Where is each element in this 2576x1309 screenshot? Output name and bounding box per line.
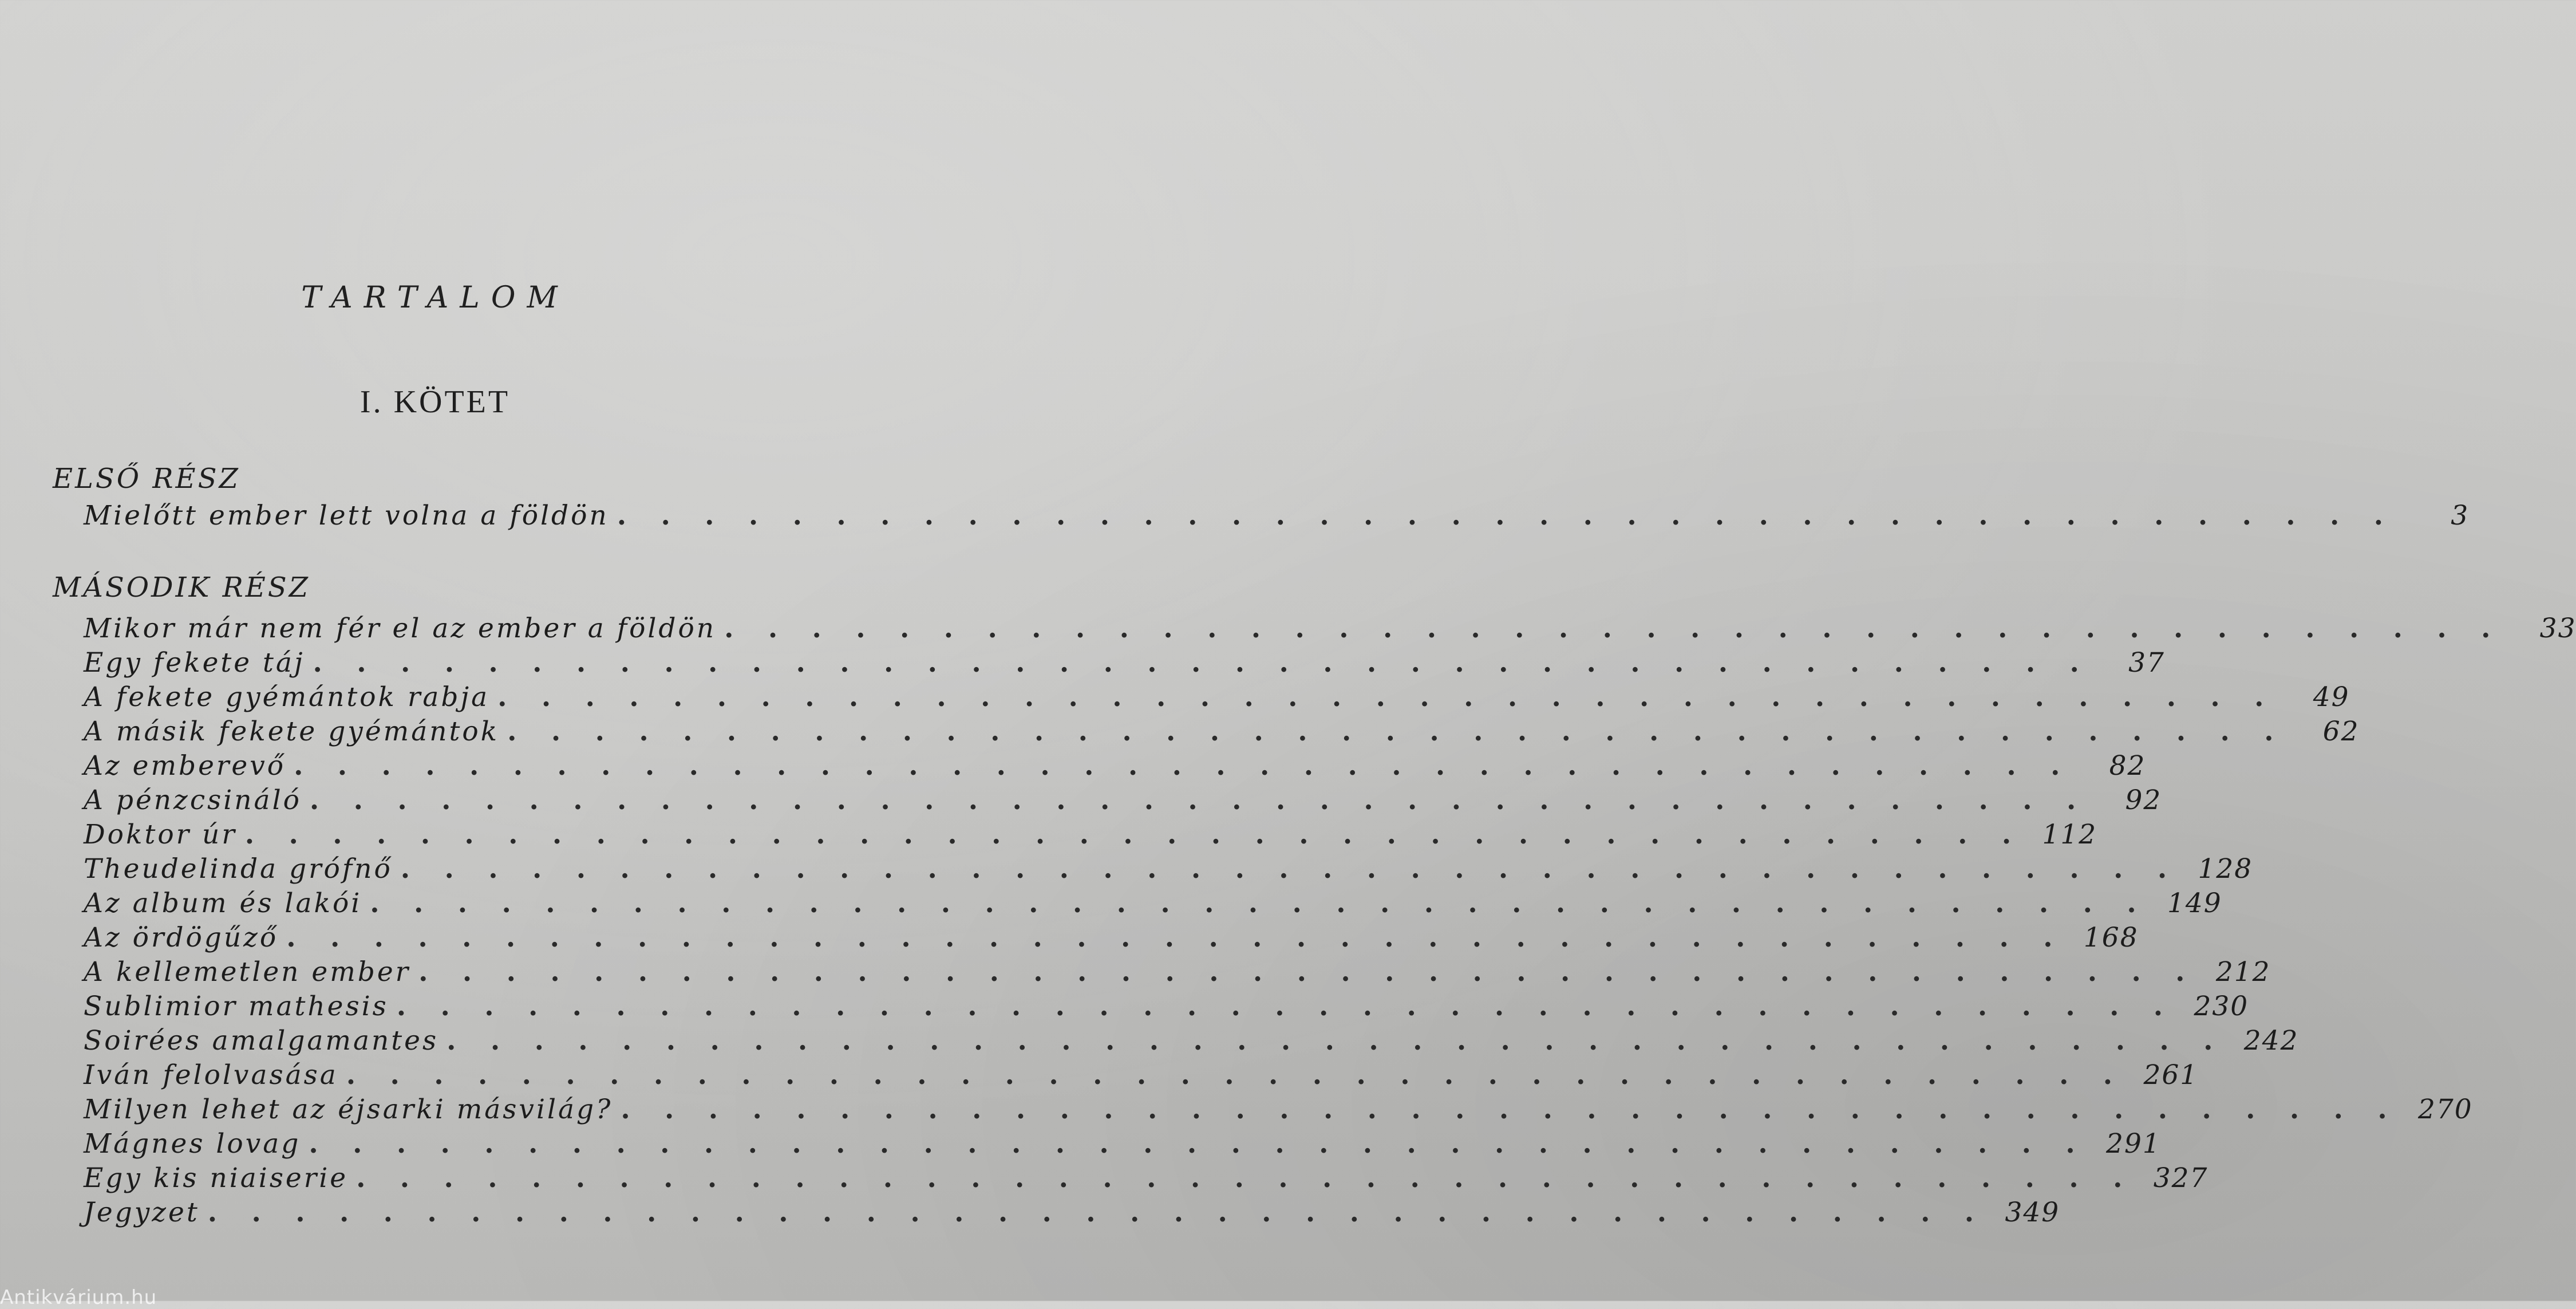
- toc-entry-title: Mikor már nem fér el az ember a földön: [84, 613, 717, 644]
- toc-entry-title: Az album és lakói: [84, 888, 362, 919]
- toc-entry-title: Sublimior mathesis: [84, 991, 389, 1022]
- toc-entry-page: 291: [2106, 1128, 2161, 1160]
- dot-leader: . . . . . . . . . . . . . . . . . . . . . . . . . . . . . . . . . . . . . . . . .: [309, 1128, 2088, 1160]
- toc-entry: [84, 853, 2253, 888]
- toc-entry-page: 327: [2153, 1162, 2208, 1194]
- toc-entry: [84, 681, 2350, 716]
- toc-entry-title: Milyen lehet az éjsarki másvilág?: [84, 1094, 613, 1125]
- toc-entry-title: Iván felolvasása: [84, 1059, 338, 1091]
- toc-entry: [84, 750, 2146, 784]
- toc-entry-title: A másik fekete gyémántok: [84, 716, 500, 747]
- toc-entry: [84, 991, 2249, 1025]
- toc-entry-page: 62: [2322, 716, 2360, 747]
- part-heading-second: MÁSODIK RÉSZ: [53, 571, 311, 604]
- part-heading-first: ELSŐ RÉSZ: [53, 463, 240, 495]
- dot-leader: . . . . . . . . . . . . . . . . . . . . . . . . . . . . . . . . . . . . . . . . .: [447, 1025, 2226, 1056]
- watermark: Antikvárium.hu: [0, 1286, 157, 1309]
- toc-entry-title: Egy fekete táj: [84, 647, 305, 679]
- toc-entry-title: Doktor úr: [84, 819, 237, 850]
- dot-leader: . . . . . . . . . . . . . . . . . . . . . . . . . . . . . . . . . . . . . . . . .: [313, 647, 2092, 679]
- toc-entry: [84, 1059, 2199, 1094]
- toc-entry-title: Mielőtt ember lett volna a földön: [84, 500, 609, 531]
- toc-entry: [84, 500, 2470, 534]
- volume-heading: I. KÖTET: [359, 384, 511, 420]
- dot-leader: . . . . . . . . . . . . . . . . . . . . . . . . . . . . . . . . . . . . . . . . .: [497, 681, 2277, 713]
- dot-leader: . . . . . . . . . . . . . . . . . . . . . . . . . . . . . . . . . . . . . . . . .: [724, 613, 2503, 644]
- dot-leader: . . . . . . . . . . . . . . . . . . . . . . . . . . . . . . . . . . . . . . . . .: [286, 922, 2065, 953]
- dot-leader: . . . . . . . . . . . . . . . . . . . . . . . . . . . . . . . . . . . . . . . . .: [400, 853, 2180, 885]
- toc-entry-page: 149: [2167, 888, 2222, 919]
- dot-leader: . . . . . . . . . . . . . . . . . . . . . . . . . . . . . . . . . . . . . . . . .: [244, 819, 2024, 850]
- toc-entry: [84, 1128, 2161, 1162]
- toc-entry-title: Mágnes lovag: [84, 1128, 301, 1160]
- toc-entry-title: A pénzcsináló: [84, 784, 302, 816]
- dot-leader: . . . . . . . . . . . . . . . . . . . . . . . . . . . . . . . . . . . . . . . . .: [617, 500, 2396, 531]
- toc-entry-page: 212: [2215, 956, 2271, 988]
- toc-entry-page: 82: [2109, 750, 2146, 782]
- toc-entry-page: 92: [2125, 784, 2162, 816]
- toc-entry: [84, 1197, 2060, 1231]
- toc-entry: [84, 956, 2271, 991]
- dot-leader: . . . . . . . . . . . . . . . . . . . . . . . . . . . . . . . . . . . . . . . . .: [207, 1197, 1987, 1228]
- toc-entry-page: 270: [2418, 1094, 2473, 1125]
- toc-entry-title: Az ördögűző: [84, 922, 279, 953]
- toc-list-first-part: [84, 500, 2470, 534]
- dot-leader: . . . . . . . . . . . . . . . . . . . . . . . . . . . . . . . . . . . . . . . . .: [418, 956, 2198, 988]
- toc-list-second-part: [84, 613, 2576, 1231]
- dot-leader: . . . . . . . . . . . . . . . . . . . . . . . . . . . . . . . . . . . . . . . . .: [507, 716, 2286, 747]
- toc-entry: [84, 922, 2139, 956]
- dot-leader: . . . . . . . . . . . . . . . . . . . . . . . . . . . . . . . . . . . . . . . . .: [346, 1059, 2125, 1091]
- toc-entry: [84, 716, 2360, 750]
- dot-leader: . . . . . . . . . . . . . . . . . . . . . . . . . . . . . . . . . . . . . . . . .: [294, 750, 2073, 782]
- toc-entry-title: Theudelinda grófnő: [84, 853, 393, 885]
- toc-entry: [84, 613, 2576, 647]
- dot-leader: . . . . . . . . . . . . . . . . . . . . . . . . . . . . . . . . . . . . . . . . .: [621, 1094, 2400, 1125]
- toc-entry-page: 261: [2143, 1059, 2199, 1091]
- toc-entry-page: 242: [2243, 1025, 2299, 1056]
- page-title: TARTALOM: [301, 281, 569, 315]
- toc-entry-page: 128: [2198, 853, 2253, 885]
- toc-entry: [84, 888, 2222, 922]
- toc-entry-title: Az emberevő: [84, 750, 286, 782]
- toc-entry-page: 230: [2194, 991, 2249, 1022]
- toc-entry: [84, 1162, 2208, 1197]
- toc-entry: [84, 1094, 2473, 1128]
- toc-entry-page: 168: [2083, 922, 2139, 953]
- toc-entry-page: 37: [2128, 647, 2165, 679]
- toc-entry-title: Jegyzet: [84, 1197, 200, 1228]
- toc-entry: [84, 647, 2165, 681]
- dot-leader: . . . . . . . . . . . . . . . . . . . . . . . . . . . . . . . . . . . . . . . . .: [396, 991, 2176, 1022]
- toc-entry-page: 33: [2539, 613, 2576, 644]
- toc-entry: [84, 784, 2162, 819]
- dot-leader: . . . . . . . . . . . . . . . . . . . . . . . . . . . . . . . . . . . . . . . . .: [356, 1162, 2135, 1194]
- toc-entry-title: Egy kis niaiserie: [84, 1162, 349, 1194]
- toc-entry-page: 112: [2042, 819, 2097, 850]
- toc-entry: [84, 819, 2097, 853]
- toc-entry-title: Soirées amalgamantes: [84, 1025, 439, 1056]
- toc-entry-title: A kellemetlen ember: [84, 956, 411, 988]
- dot-leader: . . . . . . . . . . . . . . . . . . . . . . . . . . . . . . . . . . . . . . . . .: [309, 784, 2089, 816]
- toc-entry-page: 3: [2451, 500, 2470, 531]
- toc-entry-page: 349: [2005, 1197, 2060, 1228]
- toc-entry: [84, 1025, 2299, 1059]
- toc-entry-title: A fekete gyémántok rabja: [84, 681, 490, 713]
- dot-leader: . . . . . . . . . . . . . . . . . . . . . . . . . . . . . . . . . . . . . . . . .: [370, 888, 2149, 919]
- toc-entry-page: 49: [2313, 681, 2350, 713]
